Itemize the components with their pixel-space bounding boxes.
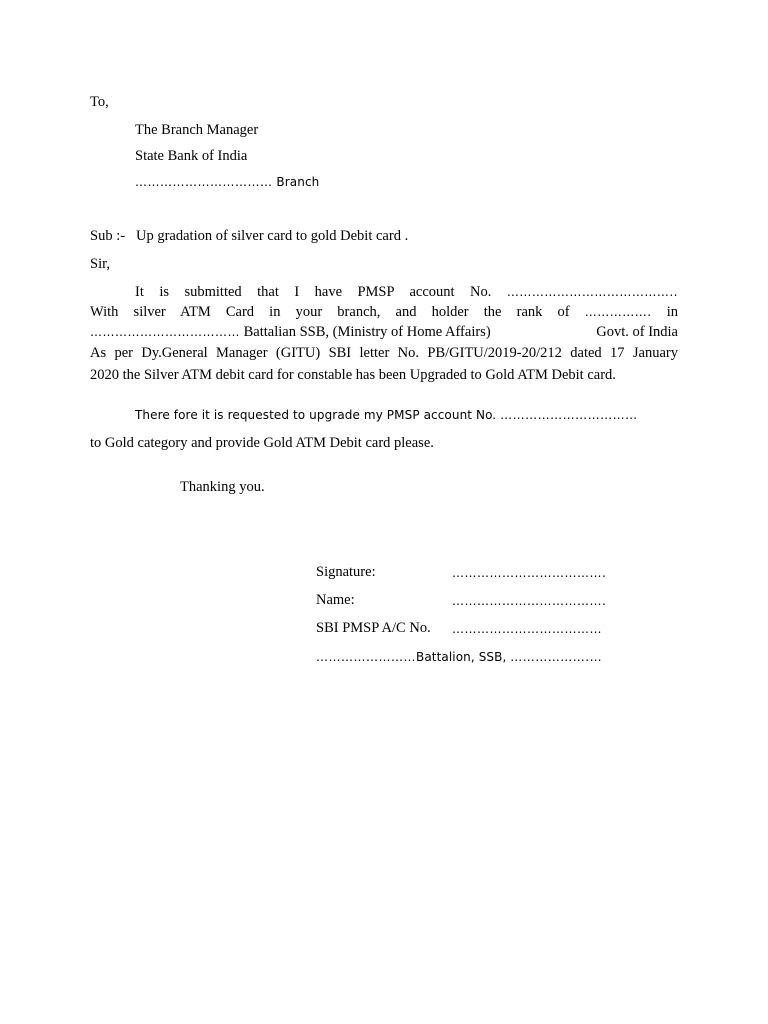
location-blank-dots: ……………….… — [510, 650, 603, 664]
battalion-number-blank-dots: …………………… — [316, 650, 416, 664]
account-blank-dots: ……………………………… — [452, 622, 602, 636]
name-label: Name: — [316, 592, 355, 608]
greeting: Sir, — [90, 256, 110, 272]
para1-line-1-text: It is submitted that I have PMSP account No. — [135, 284, 492, 300]
para1-line-1 — [135, 282, 678, 302]
para1-line-2-end: in — [666, 304, 678, 320]
para2-line-1-text: There fore it is requested to upgrade my PMSP account No. — [135, 408, 497, 422]
para1-line-5: 2020 the Silver ATM debit card for constable has been Upgraded to Gold ATM Debit card. — [90, 367, 616, 383]
rank-blank-dots: ……………. — [584, 305, 652, 319]
para1-line-3 — [90, 322, 678, 342]
battalion-ssb-text: Battalion, SSB, — [416, 650, 507, 664]
subject-text: Up gradation of silver card to gold Debit card . — [136, 228, 409, 244]
para1-line-4: As per Dy.General Manager (GITU) SBI letter No. PB/GITU/2019-20/212 dated 17 January — [90, 345, 678, 361]
para2-line-1 — [135, 408, 638, 422]
salutation-to: To, — [90, 94, 109, 110]
account-label: SBI PMSP A/C No. — [316, 620, 431, 636]
branch-label: Branch — [276, 175, 320, 189]
account-number-blank-dots: ………………………………….. — [506, 285, 678, 299]
upgrade-account-blank-dots: …………………………… — [500, 408, 638, 422]
subject-label: Sub :- — [90, 228, 126, 244]
addressee-line-3 — [135, 175, 319, 189]
signature-blank-dots: ………………………………. — [452, 566, 607, 580]
branch-blank-dots: …………………………… — [135, 175, 273, 189]
addressee-line-1: The Branch Manager — [135, 122, 259, 138]
para2-line-2: to Gold category and provide Gold ATM Debit card please. — [90, 435, 434, 451]
para1-line-3-text: Battalian SSB, (Ministry of Home Affairs) — [243, 324, 491, 340]
addressee-line-2: State Bank of India — [135, 148, 248, 164]
signature-label: Signature: — [316, 564, 376, 580]
para1-line-2-text: With silver ATM Card in your branch, and holder the rank of — [90, 304, 570, 320]
para1-line-2 — [90, 302, 678, 322]
battalion-blank-dots: ……………………………… — [90, 325, 240, 339]
name-blank-dots: ………………………………. — [452, 594, 607, 608]
closing: Thanking you. — [180, 479, 265, 495]
battalion-line — [316, 650, 602, 664]
govt-of-india-text: Govt. of India — [596, 324, 678, 340]
